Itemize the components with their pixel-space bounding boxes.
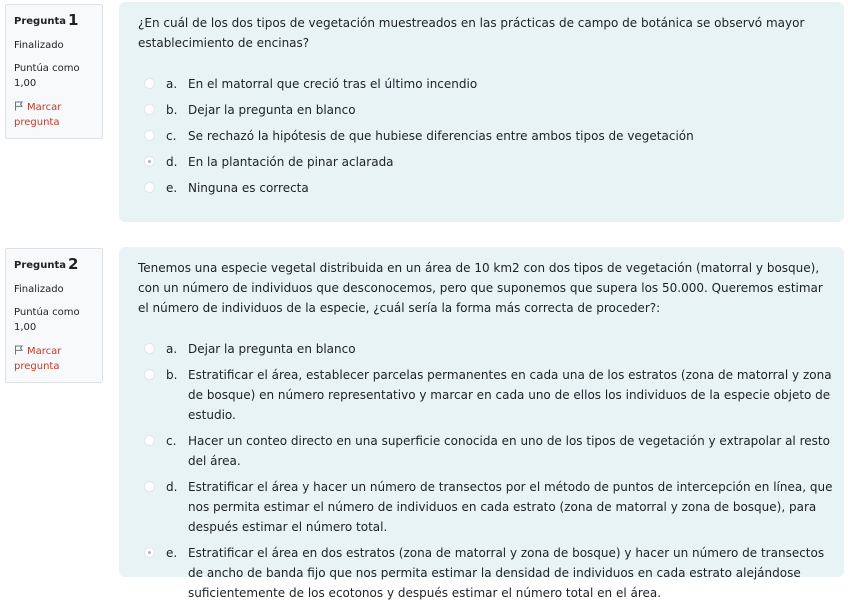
question-content-2	[119, 247, 844, 600]
answer-option-b[interactable]: b. Estratificar el área, establecer parcelas permanentes en cada una de los estratos (zona de matorral y zona de bosque) en número representativo y marcar en cada uno de ellos los individuos de la especie objeto de estudio.	[138, 365, 844, 425]
radio-button[interactable]	[144, 435, 155, 446]
answer-option-d[interactable]: d. En la plantación de pinar aclarada	[138, 152, 844, 172]
question-grade: Puntúa como 1,00	[14, 307, 80, 333]
flag-question-button[interactable]: Marcar pregunta	[14, 102, 62, 128]
question-state: Finalizado	[14, 40, 64, 51]
answer-option-d[interactable]: d. Estratificar el área y hacer un número de transectos por el método de puntos de intercepción en línea, que nos permita estimar el número de individuos en cada estrato (zona de matorral y zona de bosque), para después estimar el número total.	[138, 477, 844, 537]
answer-list	[138, 74, 844, 198]
flag-icon	[14, 101, 24, 111]
question-number-label: Pregunta 2	[14, 255, 79, 273]
answer-option-e[interactable]: e. Estratificar el área en dos estratos (zona de matorral y zona de bosque) y hacer un número de transectos de ancho de banda fijo que nos permita estimar la densidad de individuos en cada estrato alejándose suficientemente de los ecotonos y después estimar el número total en el área.	[138, 543, 844, 603]
radio-button-selected[interactable]	[144, 156, 155, 167]
question-text: ¿En cuál de los dos tipos de vegetación muestreados en las prácticas de campo de botánica se observó mayor establecimiento de encinas?	[138, 16, 805, 50]
question-state: Finalizado	[14, 284, 64, 295]
question-content-1	[119, 2, 844, 222]
radio-button[interactable]	[144, 104, 155, 115]
answer-option-a[interactable]: a. En el matorral que creció tras el último incendio	[138, 74, 844, 94]
answer-option-b[interactable]: b. Dejar la pregunta en blanco	[138, 100, 844, 120]
question-number: 2	[67, 255, 79, 273]
question-info-2	[5, 248, 103, 383]
answer-list	[138, 339, 844, 603]
radio-button-selected[interactable]	[144, 547, 155, 558]
radio-button[interactable]	[144, 343, 155, 354]
question-info-1	[5, 4, 103, 139]
flag-question-button[interactable]: Marcar pregunta	[14, 346, 62, 372]
radio-button[interactable]	[144, 182, 155, 193]
question-text: Tenemos una especie vegetal distribuida en un área de 10 km2 con dos tipos de vegetación (matorral y bosque), con un número de individuos que desconocemos, pero que suponemos que supera los 50.000. Queremos estimar el número de individuos de la especie, ¿cuál sería la forma más correcta de proceder?:	[138, 261, 823, 315]
question-grade: Puntúa como 1,00	[14, 63, 80, 89]
answer-option-c[interactable]: c. Se rechazó la hipótesis de que hubiese diferencias entre ambos tipos de vegetación	[138, 126, 844, 146]
radio-button[interactable]	[144, 78, 155, 89]
answer-option-e[interactable]: e. Ninguna es correcta	[138, 178, 844, 198]
radio-button[interactable]	[144, 130, 155, 141]
answer-option-c[interactable]: c. Hacer un conteo directo en una superficie conocida en uno de los tipos de vegetación y extrapolar al resto del área.	[138, 431, 844, 471]
question-number: 1	[67, 11, 79, 29]
flag-icon	[14, 345, 24, 355]
radio-button[interactable]	[144, 481, 155, 492]
answer-option-a[interactable]: a. Dejar la pregunta en blanco	[138, 339, 844, 359]
radio-button[interactable]	[144, 369, 155, 380]
question-number-label: Pregunta 1	[14, 11, 79, 29]
